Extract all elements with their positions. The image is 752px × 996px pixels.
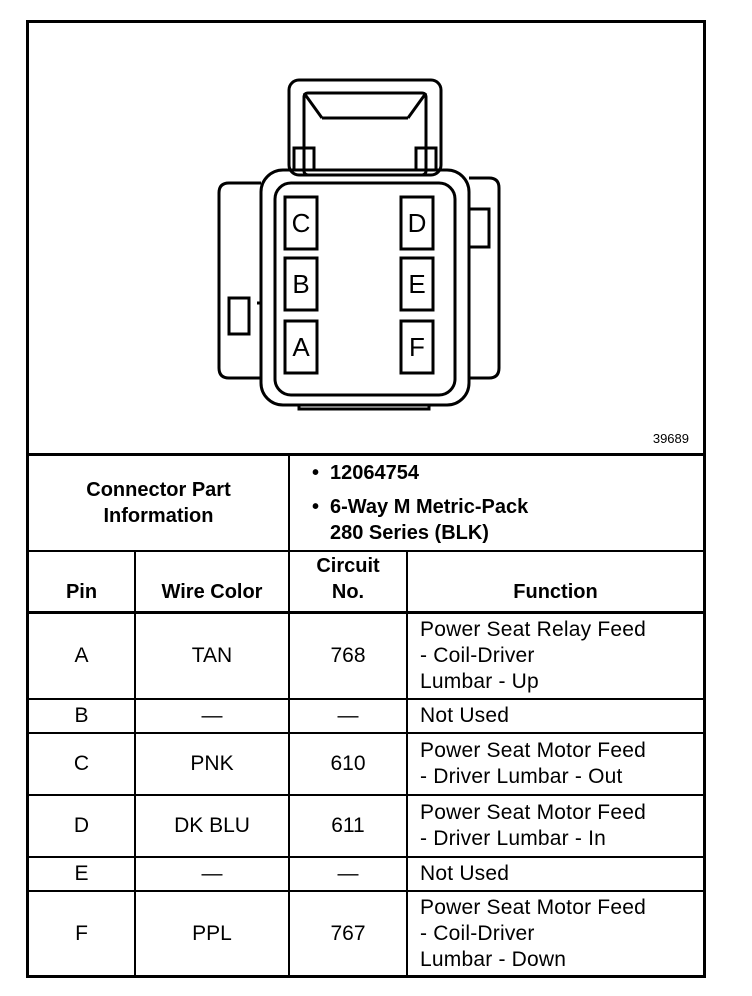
header-pin: Pin (29, 551, 135, 613)
connector-info-label (29, 455, 289, 551)
header-circuit (289, 551, 407, 613)
figure-number: 39689 (652, 431, 689, 446)
wire-color-cell: PNK (135, 733, 289, 795)
pin-cell: A (29, 613, 135, 699)
pin-label-c: C (291, 208, 311, 238)
function-line: Power Seat Motor Feed (420, 800, 646, 824)
table-row (29, 857, 703, 891)
pin-label-e: E (408, 269, 426, 299)
pin-cell: E (29, 857, 135, 891)
pin-label-b: B (292, 269, 310, 299)
connector-description (330, 494, 703, 546)
desc-line1: • 6-Way M Metric-Pack (330, 495, 529, 518)
function-line: - Coil-Driver (420, 643, 535, 667)
function-line: Not Used (420, 703, 510, 727)
table-row (29, 795, 703, 857)
pin-cell: D (29, 795, 135, 857)
circuit-cell: 768 (289, 613, 407, 699)
circuit-cell: 767 (289, 891, 407, 977)
table-row (29, 699, 703, 733)
desc-line2: 280 Series (BLK) (330, 521, 489, 544)
info-label-line2: Information (103, 504, 214, 527)
function-line: - Coil-Driver (420, 922, 535, 945)
function-cell (407, 699, 703, 733)
function-cell (407, 857, 703, 891)
pin-cell: F (29, 891, 135, 977)
wire-color-cell: TAN (135, 613, 289, 699)
circuit-cell: 611 (289, 795, 407, 857)
function-line: Not Used (420, 861, 510, 885)
pin-cell: B (29, 699, 135, 733)
function-cell (407, 795, 703, 857)
connector-table (29, 453, 703, 977)
function-line: Lumbar - Down (420, 948, 567, 971)
pin-label-a: A (292, 332, 310, 362)
circuit-cell: — (289, 857, 407, 891)
function-line: - Driver Lumbar - In (420, 826, 607, 850)
function-cell (407, 891, 703, 977)
function-line: Power Seat Motor Feed (420, 896, 646, 919)
wire-color-cell: DK BLU (135, 795, 289, 857)
connector-info-values (289, 455, 703, 551)
header-function: Function (407, 551, 703, 613)
table-row (29, 613, 703, 699)
pin-label-d: D (407, 208, 427, 238)
function-line: Lumbar - Up (420, 669, 539, 693)
info-label-line1: Connector Part (86, 478, 231, 501)
header-circuit-line2: No. (331, 581, 365, 603)
wire-color-cell: — (135, 699, 289, 733)
page-frame (26, 20, 706, 978)
header-circuit-line1: Circuit (316, 555, 380, 577)
connector-info-row (29, 455, 703, 551)
header-row (29, 551, 703, 613)
function-line: Power Seat Relay Feed (420, 617, 646, 641)
table-row (29, 891, 703, 977)
circuit-cell: — (289, 699, 407, 733)
part-number: • 12064754 (330, 460, 703, 486)
header-wire-color: Wire Color (135, 551, 289, 613)
table-row (29, 733, 703, 795)
function-cell (407, 613, 703, 699)
wire-color-cell: — (135, 857, 289, 891)
connector-diagram (29, 23, 703, 453)
wire-color-cell: PPL (135, 891, 289, 977)
function-cell (407, 733, 703, 795)
circuit-cell: 610 (289, 733, 407, 795)
function-line: - Driver Lumbar - Out (420, 764, 623, 788)
function-line: Power Seat Motor Feed (420, 738, 646, 762)
pin-cell: C (29, 733, 135, 795)
connector-face-drawing (29, 23, 703, 453)
pin-label-f: F (409, 332, 425, 362)
